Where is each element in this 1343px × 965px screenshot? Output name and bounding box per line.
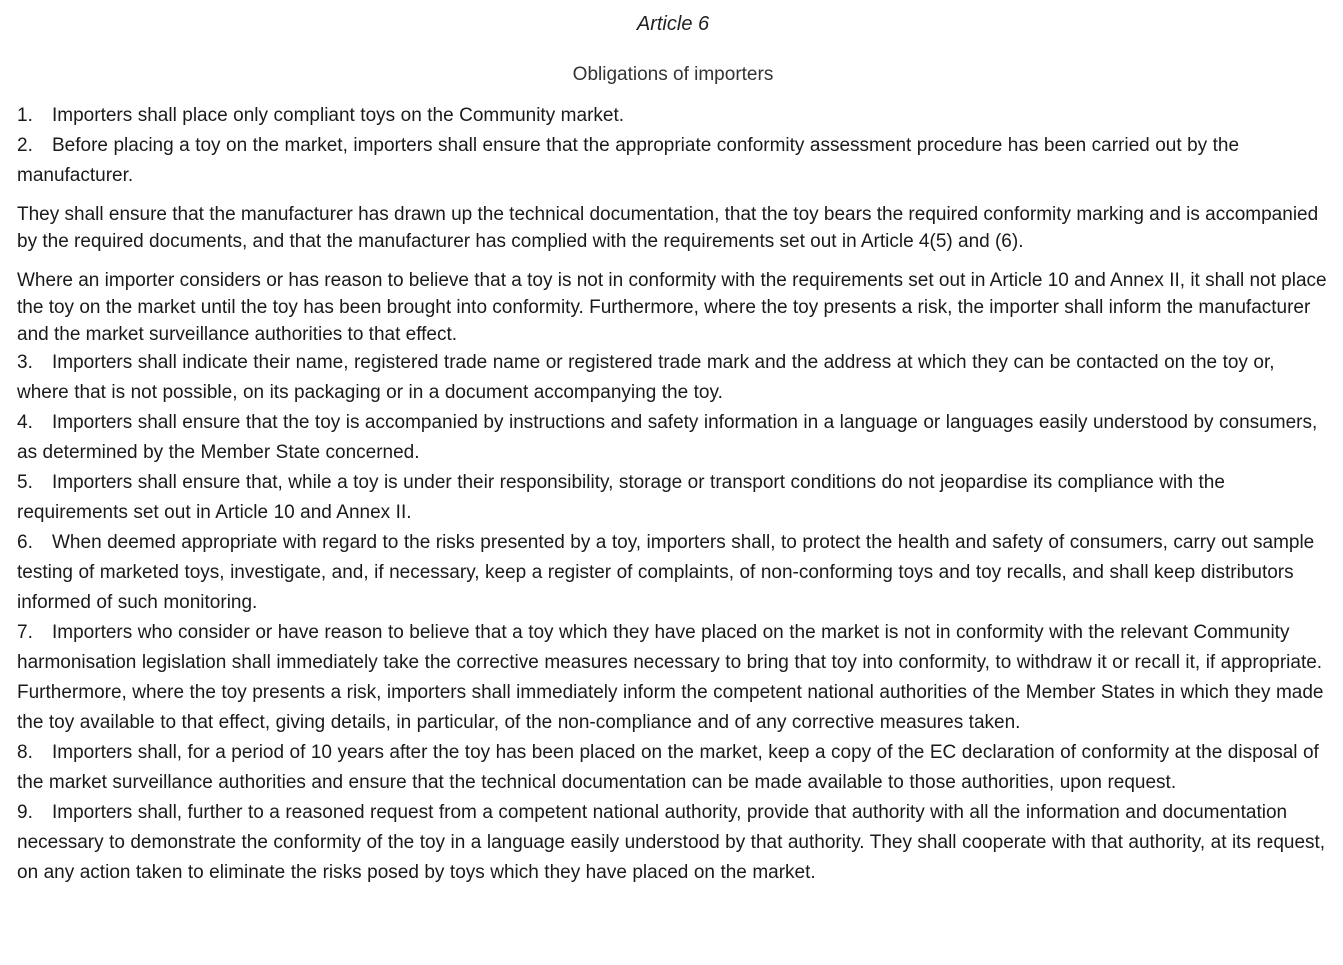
paragraph-2 <box>17 131 1329 191</box>
paragraph-2-subparagraph-1: They shall ensure that the manufacturer has drawn up the technical documentation, that the toy bears the required conformity marking and is accompanied by the required documents, and that the manufacturer has complied with the requirements set out in Article 4(5) and (6). <box>17 204 1319 252</box>
paragraph-number: 4. <box>17 412 33 433</box>
paragraph-text: When deemed appropriate with regard to the risks presented by a toy, importers shall, to protect the health and safety of consumers, carry out sample testing of marketed toys, investigate, and, if necessary, keep a register of complaints, of non-conforming toys and toy recalls, and shall keep distributors informed of such monitoring. <box>17 532 1315 613</box>
paragraph-number: 7. <box>17 622 33 643</box>
paragraph-number: 8. <box>17 742 33 763</box>
paragraph-number: 6. <box>17 532 33 553</box>
paragraph-text: Before placing a toy on the market, importers shall ensure that the appropriate conformity assessment procedure has been carried out by the manufacturer. <box>17 135 1240 186</box>
paragraph-number: 3. <box>17 352 33 373</box>
paragraph-text: Importers shall, for a period of 10 years after the toy has been placed on the market, keep a copy of the EC declaration of conformity at the disposal of the market surveillance authorities and ensure that the technical documentation can be made available to those authorities, upon request. <box>17 742 1319 793</box>
paragraph-9 <box>17 798 1329 888</box>
paragraph-1 <box>17 101 1329 131</box>
paragraph-text: Importers shall, further to a reasoned request from a competent national authority, provide that authority with all the information and documentation necessary to demonstrate the conformity of the toy in a language easily understood by that authority. They shall cooperate with that authority, at its request, on any action taken to eliminate the risks posed by toys which they have placed on the market. <box>17 802 1326 883</box>
article-title: Article 6 <box>636 13 710 35</box>
paragraph-text: Importers shall place only compliant toys on the Community market. <box>52 105 625 126</box>
paragraph-8 <box>17 738 1329 798</box>
paragraph-7 <box>17 618 1329 738</box>
paragraph-text: Importers who consider or have reason to believe that a toy which they have placed on the market is not in conformity with the relevant Community harmonisation legislation shall immediately take the corrective measures necessary to bring that toy into conformity, to withdraw it or recall it, if appropriate. Furthermore, where the toy presents a risk, importers shall immediately inform the competent national authorities of the Member States in which they made the toy available to that effect, giving details, in particular, of the non-compliance and of any corrective measures taken. <box>17 622 1324 733</box>
paragraph-number: 2. <box>17 135 33 156</box>
paragraph-text: Importers shall indicate their name, registered trade name or registered trade mark and the address at which they can be contacted on the toy or, where that is not possible, on its packaging or in a document accompanying the toy. <box>17 352 1275 403</box>
paragraph-4 <box>17 408 1329 468</box>
paragraph-text: Importers shall ensure that, while a toy is under their responsibility, storage or transport conditions do not jeopardise its compliance with the requirements set out in Article 10 and Annex II. <box>17 472 1225 523</box>
paragraph-2-subparagraph-2: Where an importer considers or has reason to believe that a toy is not in conformity with the requirements set out in Article 10 and Annex II, it shall not place the toy on the market until the toy has been brought into conformity. Furthermore, where the toy presents a risk, the importer shall inform the manufacturer and the market surveillance authorities to that effect. <box>17 270 1327 345</box>
paragraph-number: 1. <box>17 105 33 126</box>
paragraph-5 <box>17 468 1329 528</box>
paragraph-text: Importers shall ensure that the toy is accompanied by instructions and safety information in a language or languages easily understood by consumers, as determined by the Member State concerned. <box>17 412 1318 463</box>
paragraph-number: 5. <box>17 472 33 493</box>
document-body <box>17 0 1329 888</box>
paragraph-6 <box>17 528 1329 618</box>
paragraph-3 <box>17 348 1329 408</box>
article-subtitle: Obligations of importers <box>572 64 774 85</box>
paragraph-number: 9. <box>17 802 33 823</box>
